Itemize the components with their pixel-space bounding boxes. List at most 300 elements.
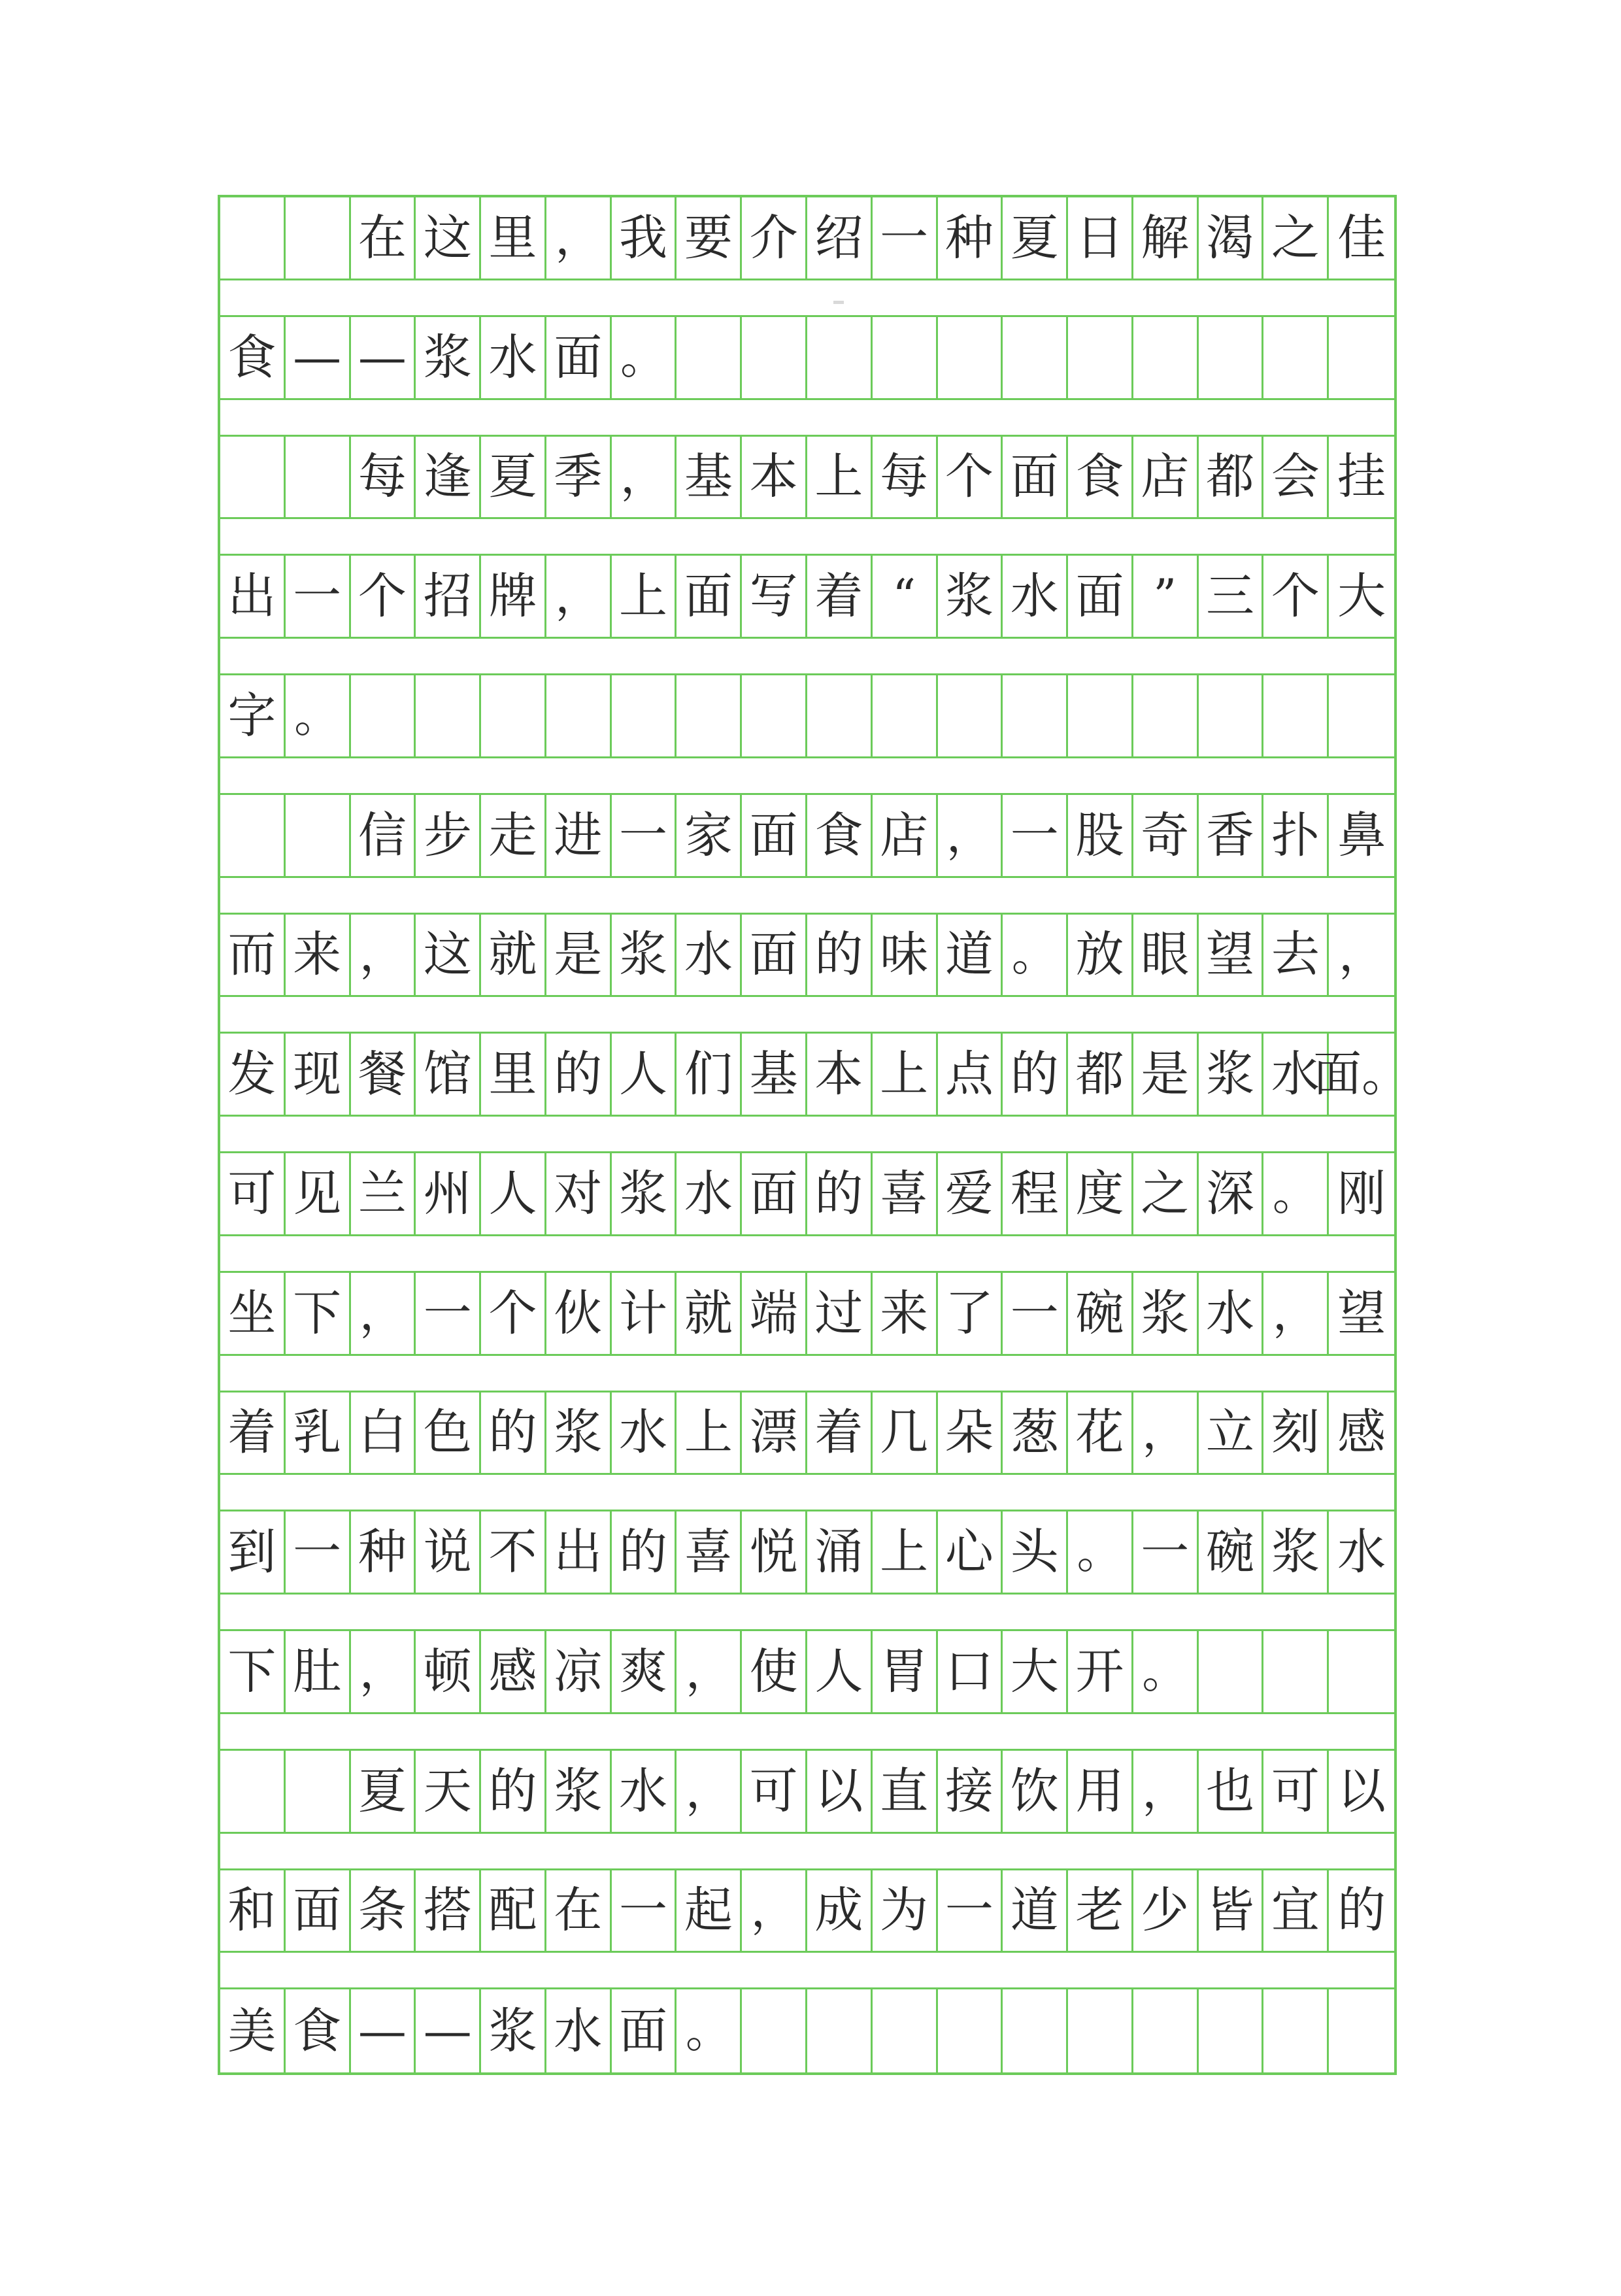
grid-cell: 夏 <box>481 437 546 518</box>
grid-cell: 着 <box>220 1393 286 1474</box>
grid-cell: 都 <box>1068 1034 1133 1115</box>
grid-cell: 鼻 <box>1337 807 1386 864</box>
grid-cell: 面 <box>612 1989 677 2072</box>
grid-cell: 而 <box>220 915 286 996</box>
grid-cell: 刻 <box>1263 1393 1329 1474</box>
grid-cell: 上 <box>873 1511 938 1593</box>
grid-row <box>220 915 1394 998</box>
grid-cell: 这 <box>416 915 481 996</box>
grid-cell: 度 <box>1068 1153 1133 1234</box>
grid-cell: 水 <box>1337 1524 1386 1581</box>
grid-cell: ， <box>938 795 1003 876</box>
grid-cell: 眼 <box>1133 915 1199 996</box>
grid-cell: 一 <box>1133 1511 1199 1593</box>
grid-cell: 以 <box>1337 1763 1386 1819</box>
grid-cell: 水 <box>1003 556 1068 637</box>
grid-cell: ” <box>1133 556 1199 637</box>
grid-cell: 爽 <box>612 1631 677 1712</box>
grid-cell: 一 <box>286 1511 351 1593</box>
grid-cell: 们 <box>677 1034 742 1115</box>
grid-spacer <box>220 280 1394 317</box>
grid-cell: 开 <box>1068 1631 1133 1712</box>
grid-cell: 的 <box>807 915 873 996</box>
grid-cell: 道 <box>938 915 1003 996</box>
grid-cell: 喜 <box>677 1511 742 1593</box>
grid-cell: 招 <box>416 556 481 637</box>
grid-cell <box>938 675 1003 756</box>
grid-cell: — <box>351 317 416 398</box>
grid-cell: 的 <box>481 1393 546 1474</box>
grid-spacer <box>220 878 1394 915</box>
grid-cell: 牌 <box>481 556 546 637</box>
grid-cell: 顿 <box>416 1631 481 1712</box>
grid-cell: 一 <box>612 795 677 876</box>
grid-cell: 食 <box>1068 437 1133 518</box>
grid-cell: 天 <box>416 1751 481 1832</box>
grid-cell <box>1263 1989 1329 2072</box>
grid-cell <box>220 1751 286 1832</box>
grid-cell: 的 <box>1003 1034 1068 1115</box>
grid-cell: 。 <box>1263 1153 1329 1234</box>
grid-cell <box>546 675 612 756</box>
grid-cell: 皆 <box>1199 1870 1264 1951</box>
grid-cell <box>220 795 286 876</box>
grid-cell: ， <box>1133 1751 1199 1832</box>
grid-cell: 人 <box>612 1034 677 1115</box>
grid-cell: 水 <box>612 1393 677 1474</box>
grid-cell: 一 <box>938 1870 1003 1951</box>
grid-cell: 面。 <box>1313 1046 1411 1103</box>
grid-cell: 种 <box>351 1511 416 1593</box>
grid-cell: 绍 <box>807 197 873 279</box>
grid-cell: 味 <box>873 915 938 996</box>
grid-cell: 奇 <box>1133 795 1199 876</box>
grid-cell: 。 <box>612 317 677 398</box>
grid-cell: 浆 <box>481 1989 546 2072</box>
grid-cell: 一 <box>1003 795 1068 876</box>
grid-cell: 坐 <box>220 1273 286 1354</box>
grid-cell: 道 <box>1003 1870 1068 1951</box>
grid-cell: 碗 <box>1199 1511 1264 1593</box>
grid-cell: 的 <box>807 1153 873 1234</box>
grid-cell: 股 <box>1068 795 1133 876</box>
grid-cell <box>1068 317 1133 398</box>
grid-cell: 程 <box>1003 1153 1068 1234</box>
grid-cell: 发 <box>220 1034 286 1115</box>
grid-cell <box>1199 1631 1264 1712</box>
grid-row <box>220 556 1394 639</box>
grid-cell <box>1329 675 1394 756</box>
grid-spacer <box>220 1595 1394 1631</box>
grid-cell: 上 <box>612 556 677 637</box>
grid-cell <box>1133 317 1199 398</box>
grid-spacer <box>220 1475 1394 1511</box>
grid-cell: 望 <box>1199 915 1264 996</box>
grid-cell: 里 <box>481 197 546 279</box>
grid-cell: 种 <box>938 197 1003 279</box>
grid-cell: 个 <box>938 437 1003 518</box>
grid-spacer <box>220 1953 1394 1989</box>
grid-cell: 要 <box>677 197 742 279</box>
grid-cell: 为 <box>873 1870 938 1951</box>
grid-cell: 。 <box>286 675 351 756</box>
grid-cell: 过 <box>807 1273 873 1354</box>
grid-cell: — <box>286 317 351 398</box>
grid-cell: 朵 <box>938 1393 1003 1474</box>
grid-cell: 浆 <box>1133 1273 1199 1354</box>
grid-spacer <box>220 400 1394 437</box>
grid-row <box>220 1751 1394 1834</box>
grid-cell: 起 <box>677 1870 742 1951</box>
grid-cell: ， <box>546 197 612 279</box>
grid-cell <box>1068 1989 1133 2072</box>
grid-cell: 用 <box>1068 1751 1133 1832</box>
grid-cell: 可 <box>220 1153 286 1234</box>
grid-cell: 白 <box>351 1393 416 1474</box>
grid-cell: 这 <box>416 197 481 279</box>
grid-cell <box>286 1751 351 1832</box>
grid-cell: 面 <box>742 915 807 996</box>
grid-cell: 。 <box>1003 915 1068 996</box>
grid-cell: 的 <box>481 1751 546 1832</box>
grid-row <box>220 1631 1394 1714</box>
grid-cell: 是 <box>546 915 612 996</box>
grid-cell <box>1263 317 1329 398</box>
grid-cell <box>1003 675 1068 756</box>
grid-cell <box>286 197 351 279</box>
grid-cell: 下 <box>220 1631 286 1712</box>
grid-cell: 使 <box>742 1631 807 1712</box>
grid-cell <box>677 675 742 756</box>
grid-cell: ， <box>351 1631 416 1712</box>
grid-cell <box>1199 675 1264 756</box>
grid-row <box>220 1273 1394 1356</box>
grid-cell: 花 <box>1068 1393 1133 1474</box>
paper-speck <box>833 301 844 304</box>
grid-cell: 就 <box>481 915 546 996</box>
grid-cell: 是 <box>1133 1034 1199 1115</box>
grid-row <box>220 437 1394 520</box>
grid-cell: 计 <box>612 1273 677 1354</box>
grid-cell: 少 <box>1133 1870 1199 1951</box>
grid-cell: 感 <box>481 1631 546 1712</box>
grid-cell: 水 <box>677 915 742 996</box>
grid-cell: 的 <box>1337 1882 1386 1939</box>
grid-cell: 可 <box>742 1751 807 1832</box>
grid-cell: 凉 <box>546 1631 612 1712</box>
grid-cell: 水 <box>1263 1034 1329 1115</box>
grid-cell: 出 <box>546 1511 612 1593</box>
grid-cell <box>677 317 742 398</box>
grid-cell <box>1263 1631 1329 1712</box>
grid-cell: 宜 <box>1263 1870 1329 1951</box>
grid-spacer <box>220 519 1394 556</box>
grid-cell: 说 <box>416 1511 481 1593</box>
grid-cell: 美 <box>220 1989 286 2072</box>
grid-cell: 店 <box>873 795 938 876</box>
grid-cell: 浆 <box>546 1393 612 1474</box>
grid-cell: 大 <box>1003 1631 1068 1712</box>
grid-row <box>220 1393 1394 1476</box>
grid-cell: 会 <box>1263 437 1329 518</box>
grid-cell: 来 <box>286 915 351 996</box>
grid-cell: 漂 <box>742 1393 807 1474</box>
grid-cell: 就 <box>677 1273 742 1354</box>
grid-cell: 面 <box>677 556 742 637</box>
grid-cell: 望 <box>1337 1285 1386 1342</box>
grid-cell: 。 <box>677 1989 742 2072</box>
grid-cell: 上 <box>873 1034 938 1115</box>
grid-cell: 。 <box>1133 1631 1199 1712</box>
grid-cell: 本 <box>807 1034 873 1115</box>
grid-cell: 放 <box>1068 915 1133 996</box>
grid-cell: 店 <box>1133 437 1199 518</box>
grid-cell: 在 <box>546 1870 612 1951</box>
grid-cell <box>1068 675 1133 756</box>
grid-cell <box>1263 675 1329 756</box>
grid-cell: ， <box>742 1870 807 1951</box>
grid-cell: 人 <box>807 1631 873 1712</box>
grid-cell: 的 <box>546 1034 612 1115</box>
grid-cell: 水 <box>546 1989 612 2072</box>
grid-spacer <box>220 1356 1394 1393</box>
grid-cell <box>873 317 938 398</box>
grid-cell: 食 <box>220 317 286 398</box>
grid-cell: 香 <box>1199 795 1264 876</box>
grid-cell: 介 <box>742 197 807 279</box>
grid-spacer <box>220 758 1394 795</box>
grid-cell: 之 <box>1133 1153 1199 1234</box>
grid-cell: 接 <box>938 1751 1003 1832</box>
grid-cell <box>742 317 807 398</box>
grid-cell: 浆 <box>612 1153 677 1234</box>
grid-cell: ， <box>677 1751 742 1832</box>
grid-cell <box>220 437 286 518</box>
grid-cell: 着 <box>807 1393 873 1474</box>
grid-cell: 以 <box>807 1751 873 1832</box>
grid-cell: 一 <box>1003 1273 1068 1354</box>
grid-cell: — <box>351 1989 416 2072</box>
grid-cell <box>1329 317 1394 398</box>
grid-cell: 季 <box>546 437 612 518</box>
grid-cell: 州 <box>416 1153 481 1234</box>
grid-cell: 悦 <box>742 1511 807 1593</box>
writing-grid-paper <box>218 195 1411 2075</box>
grid-cell: 对 <box>546 1153 612 1234</box>
grid-cell: 下 <box>286 1273 351 1354</box>
grid-cell: 解 <box>1133 197 1199 279</box>
grid-cell <box>873 1989 938 2072</box>
grid-cell: 肚 <box>286 1631 351 1712</box>
grid-cell: ， <box>612 437 677 518</box>
grid-cell: 三 <box>1199 556 1264 637</box>
grid-cell <box>286 795 351 876</box>
grid-cell: 水 <box>612 1751 677 1832</box>
grid-cell: 浆 <box>416 317 481 398</box>
grid-cell <box>807 675 873 756</box>
grid-cell: 每 <box>351 437 416 518</box>
grid-cell <box>873 675 938 756</box>
grid-cell: ， <box>1133 1393 1199 1474</box>
grid-cell: 心 <box>938 1511 1003 1593</box>
grid-cell: 馆 <box>416 1034 481 1115</box>
grid-cell <box>220 197 286 279</box>
grid-cell: 的 <box>612 1511 677 1593</box>
grid-cell: 上 <box>807 437 873 518</box>
grid-cell <box>742 675 807 756</box>
grid-cell: 一 <box>873 197 938 279</box>
grid-cell: ， <box>1263 1273 1329 1354</box>
grid-cell <box>612 675 677 756</box>
grid-cell: 一 <box>416 1273 481 1354</box>
grid-cell: 本 <box>742 437 807 518</box>
grid-cell: 涌 <box>807 1511 873 1593</box>
grid-cell <box>938 317 1003 398</box>
grid-cell: 扑 <box>1263 795 1329 876</box>
grid-row <box>220 675 1394 758</box>
grid-cell: 兰 <box>351 1153 416 1234</box>
grid-cell: 浆 <box>1263 1511 1329 1593</box>
grid-cell: 点 <box>938 1034 1003 1115</box>
grid-spacer <box>220 1714 1394 1751</box>
grid-cell: 水 <box>481 317 546 398</box>
grid-cell: 口 <box>938 1631 1003 1712</box>
grid-cell: 食 <box>807 795 873 876</box>
grid-cell: 。 <box>1068 1511 1133 1593</box>
grid-cell <box>1003 1989 1068 2072</box>
grid-spacer <box>220 1117 1394 1153</box>
grid-cell: 浆 <box>938 556 1003 637</box>
grid-cell <box>1133 1989 1199 2072</box>
grid-cell: 水 <box>1199 1273 1264 1354</box>
grid-cell: 每 <box>873 437 938 518</box>
grid-cell <box>1329 1989 1394 2072</box>
grid-cell: 基 <box>677 437 742 518</box>
grid-cell: 几 <box>873 1393 938 1474</box>
grid-cell <box>351 675 416 756</box>
grid-cell: 现 <box>286 1034 351 1115</box>
grid-cell: 一 <box>612 1870 677 1951</box>
grid-cell: ， <box>1339 928 1385 982</box>
grid-cell: 到 <box>220 1511 286 1593</box>
grid-cell: 水 <box>677 1153 742 1234</box>
grid-cell: 都 <box>1199 437 1264 518</box>
grid-cell: ， <box>677 1631 742 1712</box>
grid-spacer <box>220 1236 1394 1273</box>
grid-cell: 了 <box>938 1273 1003 1354</box>
grid-cell <box>1329 1631 1394 1712</box>
grid-cell: — <box>416 1989 481 2072</box>
grid-cell: 信 <box>351 795 416 876</box>
grid-cell: 搭 <box>416 1870 481 1951</box>
grid-cell: 立 <box>1199 1393 1264 1474</box>
grid-cell: 碗 <box>1068 1273 1133 1354</box>
grid-cell: 上 <box>677 1393 742 1474</box>
grid-cell: ， <box>546 556 612 637</box>
grid-row <box>220 1989 1394 2072</box>
grid-cell: 在 <box>351 197 416 279</box>
grid-cell: 字 <box>220 675 286 756</box>
grid-cell: 挂 <box>1337 448 1386 505</box>
grid-cell: 可 <box>1263 1751 1329 1832</box>
grid-cell: 浆 <box>546 1751 612 1832</box>
grid-cell: 着 <box>807 556 873 637</box>
grid-row <box>220 197 1394 280</box>
grid-cell: 个 <box>351 556 416 637</box>
grid-cell: 进 <box>546 795 612 876</box>
grid-cell: 之 <box>1263 197 1329 279</box>
grid-cell: 浆 <box>612 915 677 996</box>
grid-cell: 餐 <box>351 1034 416 1115</box>
grid-cell: 面 <box>742 795 807 876</box>
grid-cell: 面 <box>742 1153 807 1234</box>
grid-cell: 家 <box>677 795 742 876</box>
grid-cell <box>1199 1989 1264 2072</box>
grid-cell: 走 <box>481 795 546 876</box>
grid-cell: 乳 <box>286 1393 351 1474</box>
grid-cell: 渴 <box>1199 197 1264 279</box>
grid-cell: 一 <box>286 556 351 637</box>
grid-spacer <box>220 997 1394 1034</box>
grid-cell: ， <box>351 1273 416 1354</box>
grid-cell: 里 <box>481 1034 546 1115</box>
grid-cell: 基 <box>742 1034 807 1115</box>
grid-cell <box>481 675 546 756</box>
grid-cell: 逢 <box>416 437 481 518</box>
grid-cell <box>742 1989 807 2072</box>
grid-cell <box>807 317 873 398</box>
grid-cell: 个 <box>1263 556 1329 637</box>
grid-cell: 佳 <box>1337 209 1386 266</box>
grid-cell <box>1133 675 1199 756</box>
grid-cell: 端 <box>742 1273 807 1354</box>
grid-cell <box>938 1989 1003 2072</box>
grid-row <box>220 1870 1394 1953</box>
grid-cell: 不 <box>481 1511 546 1593</box>
grid-cell: 面 <box>286 1870 351 1951</box>
grid-cell: 直 <box>873 1751 938 1832</box>
grid-cell: “ <box>873 556 938 637</box>
grid-cell: 浆 <box>1199 1034 1264 1115</box>
grid-cell: 我 <box>612 197 677 279</box>
grid-cell: 喜 <box>873 1153 938 1234</box>
grid-cell <box>416 675 481 756</box>
grid-cell: 面 <box>1003 437 1068 518</box>
grid-cell: 条 <box>351 1870 416 1951</box>
grid-cell: 日 <box>1068 197 1133 279</box>
grid-cell: 色 <box>416 1393 481 1474</box>
grid-cell: 个 <box>481 1273 546 1354</box>
grid-cell: 感 <box>1337 1404 1386 1461</box>
grid-spacer <box>220 1834 1394 1870</box>
grid-row <box>220 795 1394 878</box>
grid-cell: 胃 <box>873 1631 938 1712</box>
grid-cell: 深 <box>1199 1153 1264 1234</box>
grid-cell: 夏 <box>1003 197 1068 279</box>
grid-cell: ， <box>351 915 416 996</box>
grid-cell: 伙 <box>546 1273 612 1354</box>
grid-cell: 刚 <box>1337 1165 1386 1222</box>
grid-cell: 食 <box>286 1989 351 2072</box>
grid-row <box>220 317 1394 400</box>
grid-cell: 人 <box>481 1153 546 1234</box>
grid-cell: 出 <box>220 556 286 637</box>
grid-cell <box>1003 317 1068 398</box>
grid-cell <box>807 1989 873 2072</box>
grid-cell: 见 <box>286 1153 351 1234</box>
grid-row <box>220 1034 1411 1117</box>
grid-cell: 夏 <box>351 1751 416 1832</box>
